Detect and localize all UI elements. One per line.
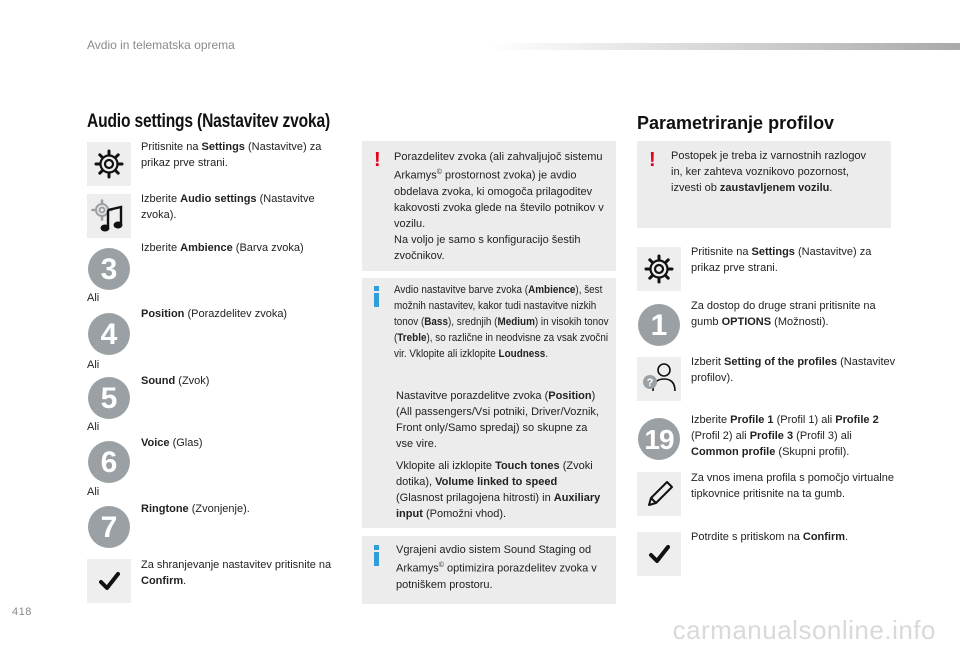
info-icon	[374, 286, 379, 307]
header-rule	[490, 43, 960, 50]
or-label: Ali	[87, 359, 100, 371]
warning-icon: !	[374, 149, 381, 171]
right-step-settings: Pritisnite na Settings (Nastavitve) za prikaz prve strani.	[691, 246, 872, 274]
profiles-title: Parametriranje profilov	[637, 113, 835, 133]
watermark: carmanualsonline.info	[672, 615, 936, 645]
gear-music-note-icon	[87, 194, 131, 238]
profile-warning-text: Postopek je treba iz varnostnih razlogov in, ker zahteva voznikovo pozornost, izvesti ob zaustavljenem vozilu.	[671, 150, 867, 194]
left-step-position: Position (Porazdelitev zvoka)	[141, 308, 288, 320]
left-step-ambience: Izberite Ambience (Barva zvoka)	[141, 242, 304, 254]
step-number-7: 7	[87, 505, 131, 549]
step-number-3: 3	[87, 247, 131, 291]
info-position-text: Nastavitve porazdelitve zvoka (Position) (All passengers/Vsi potniki, Driver/Voznik, Front only/Samo spredaj) so skupne za vse vire.	[396, 390, 599, 450]
left-step-settings: Pritisnite na Settings (Nastavitve) za prikaz prve strani.	[141, 141, 322, 169]
svg-text:?: ?	[646, 377, 654, 389]
left-step-audio-settings: Izberite Audio settings (Nastavitve zvoka).	[141, 193, 315, 221]
left-step-sound: Sound (Zvok)	[141, 375, 210, 387]
step-number-1: 1	[637, 303, 681, 347]
profile-user-icon	[637, 357, 681, 401]
step-number-4: 4	[87, 312, 131, 356]
step-number-6: 6	[87, 440, 131, 484]
pencil-icon	[637, 472, 681, 516]
step-number-5: 5	[87, 376, 131, 420]
right-step-select-profile: Izberite Profile 1 (Profil 1) ali Profile 2 (Profil 2) ali Profile 3 (Profil 3) ali Common profile (Skupni profil).	[691, 414, 879, 458]
audio-settings-title: Audio settings (Nastavitev zvoka)	[87, 111, 331, 132]
warning-panel	[362, 141, 616, 271]
left-step-confirm: Za shranjevanje nastavitev pritisnite na Confirm.	[141, 559, 332, 587]
warning-icon: !	[649, 149, 656, 171]
header-section-title: Avdio in telematska oprema	[87, 38, 235, 52]
settings-gear-icon	[87, 142, 131, 186]
info-panel-arkamys	[362, 536, 616, 604]
info-touch-tones-text: Vklopite ali izklopite Touch tones (Zvoki dotika), Volume linked to speed (Glasnost prilagojena hitrosti) in Auxiliary input (Pomožni vhod).	[396, 460, 601, 520]
right-step-profiles: Izberit Setting of the profiles (Nastavitev profilov).	[691, 356, 896, 384]
or-label: Ali	[87, 292, 100, 304]
step-number-19: 19	[637, 417, 681, 461]
info-ambience-text: Avdio nastavitve barve zvoka (Ambience), šest možnih nastavitev, kakor tudi nastavitve nizkih tonov (Bass), srednjih (Medium) in visokih tonov (Treble), so različne in neodvisne za vsak zvočni vir. Vklopite ali izklopite Loudness.	[394, 284, 609, 360]
info-arkamys-text: Vgrajeni avdio sistem Sound Staging od Arkamys© optimizira porazdelitev zvoka v potniškem prostoru.	[396, 544, 597, 591]
settings-gear-icon	[637, 247, 681, 291]
left-step-ringtone: Ringtone (Zvonjenje).	[141, 503, 250, 515]
right-step-options: Za dostop do druge strani pritisnite na gumb OPTIONS (Možnosti).	[691, 300, 876, 328]
right-step-keyboard: Za vnos imena profila s pomočjo virtualne tipkovnice pritisnite na ta gumb.	[691, 472, 894, 500]
info-icon	[374, 545, 379, 566]
info-panel-audio	[362, 278, 616, 528]
right-step-confirm: Potrdite s pritiskom na Confirm.	[691, 531, 849, 543]
or-label: Ali	[87, 421, 100, 433]
checkmark-icon	[87, 559, 131, 603]
profile-warning-panel	[637, 141, 891, 228]
left-step-voice: Voice (Glas)	[141, 437, 203, 449]
or-label: Ali	[87, 486, 100, 498]
checkmark-icon	[637, 532, 681, 576]
page-number: 418	[12, 606, 32, 618]
warning-text: Porazdelitev zvoka (ali zahvaljujoč sistemu Arkamys© prostornost zvoka) je avdio obdelava zvoka, ki omogoča prilagoditev kakovosti zvoka glede na število potnikov v vozilu. Na voljo je samo s konfiguracijo šestih zvočnikov.	[394, 151, 604, 262]
